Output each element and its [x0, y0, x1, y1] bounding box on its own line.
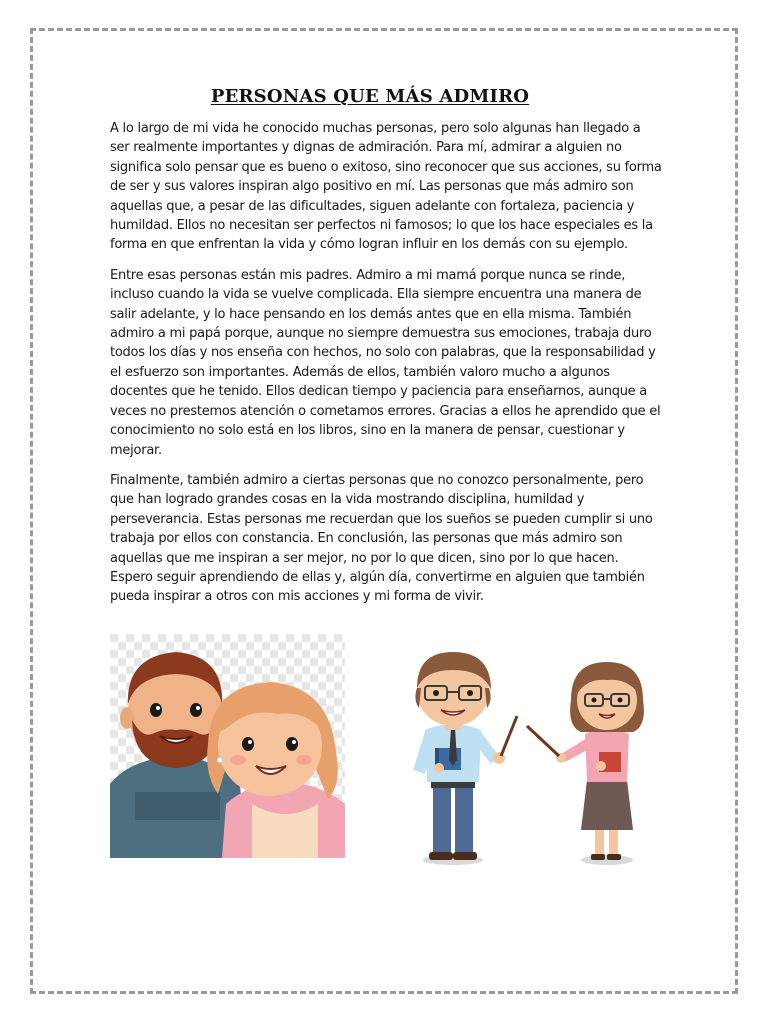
- document-body: [110, 119, 662, 618]
- paragraph-1: A lo largo de mi vida he conocido muchas personas, pero solo algunas han llegado a ser realmente importantes y dignas de admiración. Para mí, admirar a alguien no significa solo pensar que es bueno o exitoso, sino reconocer que sus acciones, su forma de ser y sus valores inspiran algo positivo en mí. Las personas que más admiro son aquellas que, a pesar de las dificultades, siguen adelante con fortaleza, paciencia y humildad. Ellos no necesitan ser perfectos ni famosos; lo que los hace especiales es la forma en que enfrentan la vida y cómo logran influir en los demás con su ejemplo.: [110, 121, 662, 253]
- parents-illustration: [110, 634, 345, 858]
- document-title: PERSONAS QUE MÁS ADMIRO: [210, 86, 530, 107]
- paragraph-2: Entre esas personas están mis padres. Admiro a mi mamá porque nunca se rinde, incluso cuando la vida se vuelve complicada. Ella siempre encuentra una manera de salir adelante, y lo hace pensando en los demás antes que en ella misma. También admiro a mi papá porque, aunque no siempre demuestra sus emociones, trabaja duro todos los días y nos enseña con hechos, no solo con palabras, que la responsabilidad y el esfuerzo son importantes. Además de ellos, también valoro mucho a algunos docentes que he tenido. Ellos dedican tiempo y paciencia para enseñarnos, aunque a veces no prestemos atención o cometamos errores. Gracias a ellos he aprendido que el conocimiento no solo está en los libros, sino en la manera de pensar, cuestionar y mejorar.: [110, 267, 661, 458]
- teachers-illustration: [395, 630, 665, 870]
- paragraph-3: Finalmente, también admiro a ciertas personas que no conozco personalmente, pero que han logrado grandes cosas en la vida mostrando disciplina, humildad y perseverancia. Estas personas me recuerdan que los sueños se pueden cumplir si uno trabaja por ellos con constancia. En conclusión, las personas que más admiro son aquellas que me inspiran a ser mejor, no por lo que dicen, sino por lo que hacen. Espero seguir aprendiendo de ellas y, algún día, convertirme en alguien que también pueda inspirar a otros con mis acciones y mi forma de vivir.: [110, 472, 653, 605]
